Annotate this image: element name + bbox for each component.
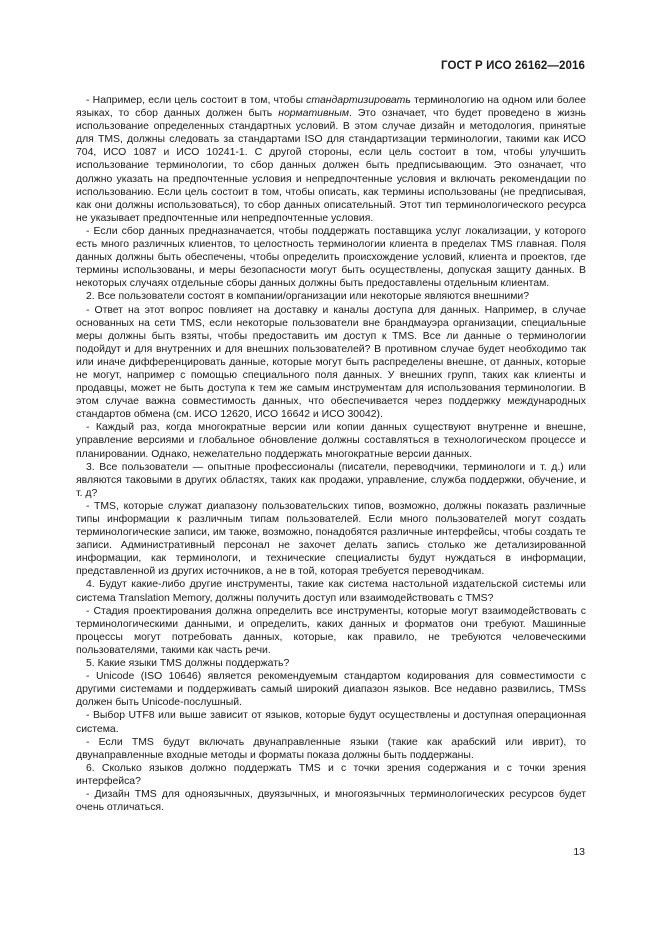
text-segment: - Если сбор данных предназначается, чтобы поддержать поставщика услуг локализации, у которого есть много различных клиентов, то целостность терминологии клиента в пределах TMS главная. Поля данных должны быть обеспечены, чтобы определить происхождение условий, клиента и проектов, где термины использованы, и меры безопасности могут быть осуществлены, допуская защиту данных. В некоторых случаях отдельные сборы данных должны быть предоставлены отдельным клиентам. [76, 225, 586, 290]
question-paragraph [76, 290, 586, 303]
paragraph [76, 421, 586, 460]
paragraph [76, 788, 586, 814]
text-segment: 2. Все пользователи состоят в компании/организации или некоторые являются внешними? [86, 291, 530, 303]
text-segment: 5. Какие языки TMS должны поддержать? [86, 658, 290, 670]
text-segment: - Unicode (ISO 10646) является рекомендуемым стандартом кодирования для совместимости с другими системами и поддерживать самый широкий диапазон языков. Все недавно развились, TMSs должен быть Unicode-послушный. [76, 671, 586, 709]
paragraph [76, 605, 586, 657]
text-segment: терминологию на одном или более языках, то сбор данных должен быть [76, 95, 586, 120]
paragraph [76, 304, 586, 422]
document-header-standard: ГОСТ Р ИСО 26162—2016 [440, 60, 585, 72]
question-paragraph [76, 578, 586, 604]
text-segment: - Ответ на этот вопрос повлияет на доставку и каналы доступа для данных. Например, в случае основанных на сети TMS, если некоторые пользователи вне брандмауэра организации, специальные меры должны быть взяты, чтобы предоставить им доступ к TMS. Все ли данные о терминологии подойдут и для внутренних и для внешних пользователей? В противном случае будет необходимо так или иначе дифференцировать данные, которые могут быть распределены внешне, от данных, которые не могут, например с помощью специального поля данных. У внешних групп, таких как клиенты и продавцы, может не быть доступа к тем же самым инструментам для использования терминологии. В этом случае важна совместимость данных, что обеспечивается через поддержку международных стандартов обмена (см. ИСО 12620, ИСО 16642 и ИСО 30042). [76, 304, 586, 421]
text-segment: - Выбор UTF8 или выше зависит от языков, которые будут осуществлены и доступная операционная система. [76, 710, 586, 735]
italic-term: стандартизировать [306, 95, 411, 106]
paragraph [76, 225, 586, 290]
question-paragraph [76, 461, 586, 500]
text-segment: - Каждый раз, когда многократные версии или копии данных существуют внутренне и внешне, управление версиями и глобальное обновление должны составляться в технологическом процессе и планировании. Однако, нежелательно поддержать многократные версии данных. [76, 422, 586, 460]
paragraph [76, 500, 586, 579]
text-segment: . Это означает, что будет проведено в жизнь использование определенных стандартных условий. В этом случае дизайн и методология, принятые для TMS, должны следовать за стандартами ISO для стандартизации терминологии, такими как ИСО 704, ИСО 1087 и ИСО 10241-1. С другой стороны, если цель состоит в том, чтобы улучшить использование терминологии, то сбор данных должен быть предписывающим. Это означает, что должно указать на предпочтенные условия и непредпочтенные условия и включать рекомендации по использованию. Если цель состоит в том, чтобы описать, как термины использованы (не предписывая, как они должны использоваться), то сбор данных описательный. Этот тип терминологического ресурса не указывает предпочтенные или непредпочтенные условия. [76, 108, 586, 224]
text-segment: - Например, если цель состоит в том, чтобы [86, 95, 307, 106]
paragraph [76, 94, 586, 225]
text-segment: - TMS, которые служат диапазону пользовательских типов, возможно, должны показать различные типы информации к различным типам пользователей. Если много пользователей могут создать терминологические записи, им также, возможно, понадобятся различные интерфейсы, чтобы создать те записи. Административный персонал не захочет делать запись столько же детализированной информации, как терминологи, и технические специалисты будут нуждаться в информации, представленной из других источников, а не в той, которая требуется переводчикам. [76, 500, 586, 578]
italic-term: нормативным [278, 108, 349, 120]
paragraph [76, 736, 586, 762]
paragraph [76, 670, 586, 709]
page-number: 13 [573, 846, 585, 858]
paragraph [76, 709, 586, 735]
text-segment: 4. Будут какие-либо другие инструменты, такие как система настольной издательской системы или система Translation Memory, должны получить доступ или взаимодействовать с TMS? [76, 579, 586, 604]
document-body [76, 94, 586, 814]
text-segment: 6. Сколько языков должно поддержать TMS и с точки зрения содержания и с точки зрения интерфейса? [76, 762, 586, 787]
text-segment: - Стадия проектирования должна определить все инструменты, которые могут взаимодействовать с терминологическими данными, и определить, каких данных и форматов они требуют. Машинные процессы могут потребовать данных, которые, как правило, не требуются человеческими пользователями, такими как часть речи. [76, 605, 586, 656]
question-paragraph [76, 762, 586, 788]
text-segment: - Дизайн TMS для одноязычных, двуязычных, и многоязычных терминологических ресурсов будет очень отличаться. [76, 788, 586, 814]
question-paragraph [76, 657, 586, 670]
text-segment: - Если TMS будут включать двунаправленные языки (такие как арабский или иврит), то двунаправленные входные методы и форматы показа должны быть поддержаны. [76, 736, 586, 761]
text-segment: 3. Все пользователи — опытные профессионалы (писатели, переводчики, терминологи и т. д.) или являются таковыми в других областях, таких как продажи, управление, служба поддержки, обучение, и т. д? [76, 461, 586, 499]
